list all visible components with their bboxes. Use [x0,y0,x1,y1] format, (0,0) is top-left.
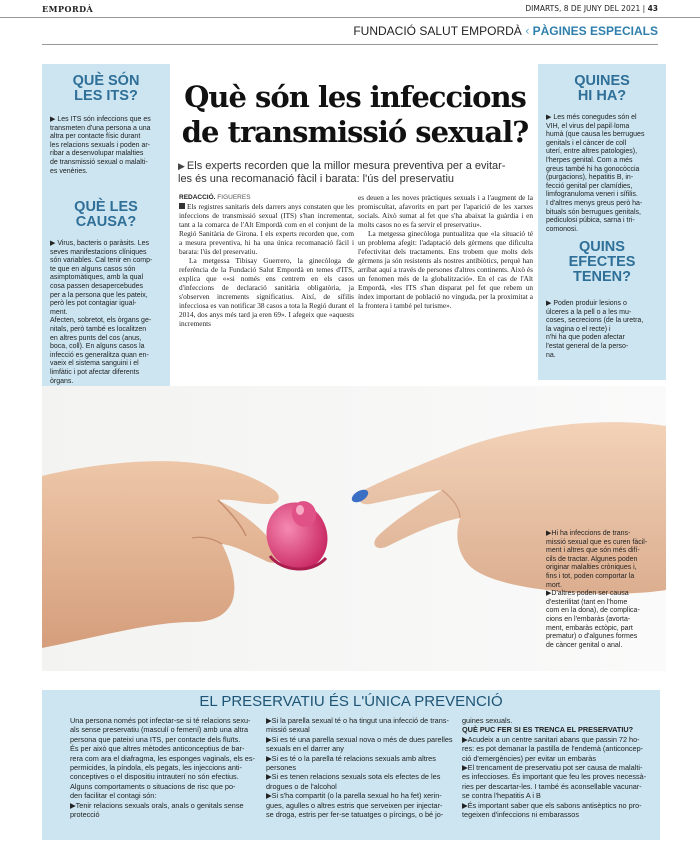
chevron-left-icon: ‹ [524,24,530,38]
sidebar-text-what-are: ▶ Les ITS són infeccions que es transmeten d'una persona a una altra per contacte físic durant les relacions sexuals i poden ar- ribar a desenvolupar malalties de transmissió sexual o malalti- es venèries. [50,116,151,175]
organization-name: FUNDACIÓ SALUT EMPORDÀ [353,24,522,38]
article-headline: Què són les infeccions de transmissió sexual? [181,80,529,149]
article-column-2: es deuen a les noves pràctiques sexuals i a l'augment de la promiscuïtat, afavorits en part per l'aparició de les xarxes socials. Això sumat al fet que s'ha abaixat la guàrdia i en molts casos no es fa servir el preservatiu». La metgessa ginecòloga puntualitza que «la situació té un problema afegit: l'adaptació dels gèrmens que dificulta l'efectivitat dels tractaments. Ens trobem que molts dels gèrmens ja són resistents als nostres antibiòtics, perquè han arribat aquí a través de persones d'altres continents. Això és un fenomen més de la globalització». En el cas de l'Alt Empordà, «les ITS s'han disparat pel fet que rebem un índex important de població no vinguda, per la proximitat a la frontera i també pel turisme». [358,193,533,310]
broken-condom-heading: QUÈ PUC FER SI ES TRENCA EL PRESERVATIU? [462,725,634,735]
photo-side-text: ▶Hi ha infeccions de trans- missió sexual que es curen fàcil- ment i altres que són més difí- cils de tractar. Algunes poden originar malalties cròniques i, fins i tot, poden comportar la mort. ▶D'altres poden ser causa d'esterilitat (tant en l'home com en la dona), de complica- cions en l'embaràs (avorta- ment, embaràs ectòpic, part prematur) o d'algunes formes de càncer genital o anal. [546,530,648,649]
square-bullet-icon [179,203,185,209]
sidebar-heading-effects: QUINS EFECTES TENEN? [568,239,636,285]
left-sidebar [42,64,170,404]
prevention-column-3: guines sexuals. QUÈ PUC FER SI ES TRENCA EL PRESERVATIU? ▶Acudeix a un centre sanitari abans que passin 72 ho- res: es pot demanar la pastilla de l'endemà (anticoncep- ció d'emergències) per evitar un embaràs ▶El trencament de preservatiu pot ser causa de malalti- es infeccioses. És important que feu les proves necessà- ries per descartar-les. I també és aconsellable vacunar- se contra l'hepatitis A i B ▶És important saber que els sabons antisèptics no pro- tegeixen d'infeccions ni embarassos [462,716,658,819]
byline: REDACCIÓ. FIGUERES [179,194,251,201]
right-sidebar [538,64,666,380]
date-line: DIMARTS, 8 DE JUNY DEL 2021 | 43 [525,4,658,13]
page-number: 43 [647,4,658,13]
article-column-1: REDACCIÓ. FIGUERES Els registres sanitaris dels darrers anys constaten que les infeccions de transmissió sexual (ITS) s'han incrementat, tant a la comarca de l'Alt Empordà com en el conjunt de la Regió Sanitària de Girona. I els experts recorden que, com a mesura preventiva, hi ha una única recomanació fàcil i barata: l'ús del preservatiu. La metgessa Tibisay Guerrero, la ginecòloga de referència de la Fundació Salut Empordà en temes d'ITS, explica que ««si només ens centrem en els casos d'infeccions de declaració sanitària obligatòria, ja s'observen increments significatius. Així, de sífilis infecciosa es van notificar 38 casos a tota la Regió durant el 2014, dos anys més tard ja eren 69». I afegeix que «aquests increments [179,194,354,328]
newspaper-brand: EMPORDÀ [42,4,94,14]
section-header [300,24,658,38]
sidebar-heading-causes: QUÈ LES CAUSA? [74,199,138,230]
section-name: PÀGINES ESPECIALS [532,24,658,38]
sidebar-text-causes: ▶ Virus, bacteris o paràsits. Les seves manifestacions clíniques són variables. Cal tenir en comp- te que en alguns casos són asimptomàtiques, amb la qual cosa passen desapercebudes per a la persona que les pateix, però les pot contagiar igual- ment. Afecten, sobretot, els òrgans ge- nitals, però també es localitzen en altres punts del cos (anus, boca, coll). En alguns casos la infecció es generalitza quan en- vaeix el sistema sanguini i el limfàtic i pot afectar diferents òrgans. [50,240,153,385]
sidebar-text-which: ▶ Les més conegudes són el VIH, el virus del papil·loma humà (que causa les berrugues genitals i el càncer de coll uterí, entre altres patologies), l'herpes genital. Com a més greus també hi ha gonocòccia (purgacions), hepatitis B, in- fecció genital per clamídies, limfogranuloma veneri i sífilis. I d'altres menys greus però ha- bituals són berrugues genitals, pediculosi púbica, sarna i tri- comonosi. [546,114,645,233]
page-header [0,0,700,18]
sidebar-heading-what-are: QUÈ SÓN LES ITS? [72,73,140,104]
prevention-column-1: Una persona només pot infectar-se si té relacions sexu- als sense preservatiu (masculí o femení) amb una altra persona que pateixi una ITS, per contacte dels fluïts. És per això que altres mètodes anticonceptius de bar- rera com ara el diafragma, les esponges vaginals, els es- permicides, la píndola, els pegats, les injeccions anti- conceptives o el dispositiu intrauterí no són efectius. Alguns comportaments o situacions de risc que po- den facilitar el contagi són: ▶Tenir relacions sexuals orals, anals o genitals sense protecció [70,716,255,820]
sidebar-heading-which: QUINES HI HA? [574,73,630,104]
sidebar-text-effects: ▶ Poden produir lesions o úlceres a la pell o a les mu- coses, secrecions (de la uretra, la vagina o el recte) i n'hi ha que poden afectar l'estat general de la perso- na. [546,300,644,359]
prevention-column-2: ▶Si la parella sexual té o ha tingut una infecció de trans- missió sexual ▶Si es té una parella sexual nova o més de dues parelles sexuals en el darrer any ▶Si es té o la parella té relacions sexuals amb altres persones ▶Si es tenen relacions sexuals sota els efectes de les drogues o de l'alcohol ▶Si s'ha compartit (o la parella sexual ho ha fet) xerin- gues, agulles o altres estris que serveixen per injectar- se droga, estris per fer-se tatuatges o pírcings, o bé jo- [266,716,453,820]
triangle-right-icon: ▶ [178,161,185,171]
article-subtitle: ▶ Els experts recorden que la millor mesura preventiva per a evitar- les és una recomanació fàcil i barata: l'ús del preservatiu [178,160,506,185]
divider [42,44,658,45]
prevention-box-title: EL PRESERVATIU ÉS L'ÚNICA PREVENCIÓ [199,693,503,710]
